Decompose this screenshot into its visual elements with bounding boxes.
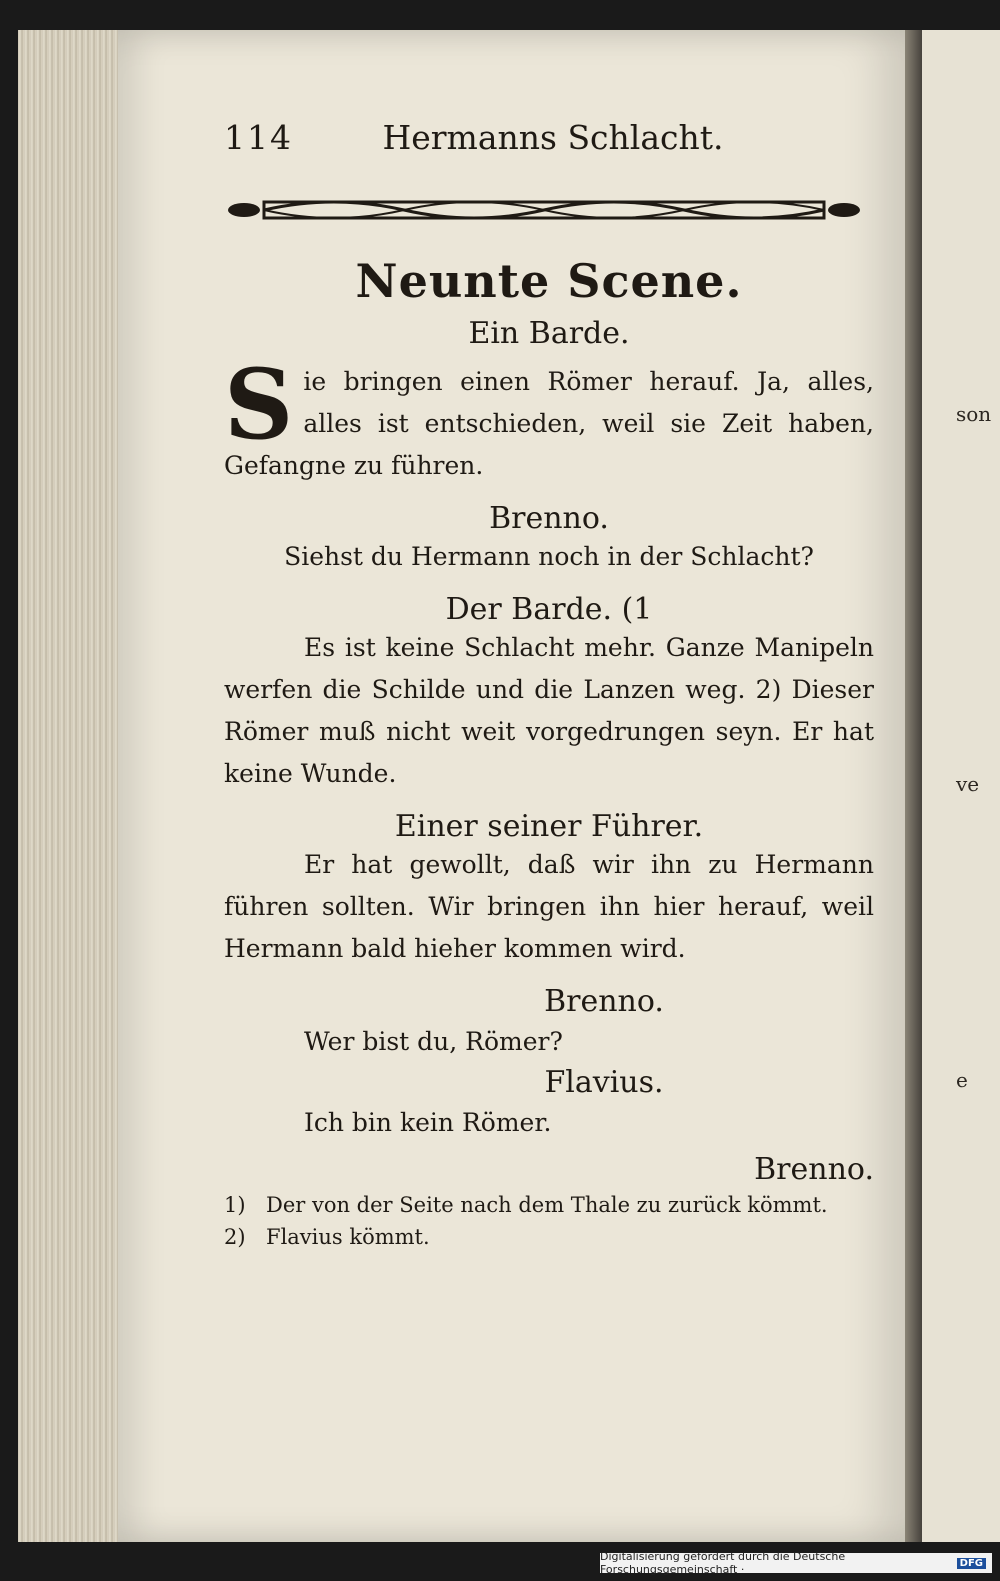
page-content: [224, 118, 874, 1253]
funding-text: Digitalisierung gefördert durch die Deutsche Forschungsgemeinschaft ·: [600, 1550, 846, 1576]
adjacent-page-fragment: e: [956, 1068, 968, 1092]
book-page-edges: [18, 30, 122, 1542]
footnote-number: 2): [224, 1225, 246, 1249]
running-header: [224, 118, 874, 170]
dfg-logo: DFG: [957, 1558, 986, 1569]
dialogue-paragraph: [224, 348, 874, 487]
speaker-name: Brenno.: [489, 501, 609, 536]
page-number: 114: [224, 118, 293, 157]
dialogue-line: Ich bin kein Römer.: [304, 1108, 552, 1137]
funding-footer: [600, 1550, 992, 1576]
speaker-name: Brenno.: [544, 984, 664, 1019]
catchword: Brenno.: [754, 1152, 874, 1187]
dialogue-line: Wer bist du, Römer?: [304, 1027, 563, 1056]
dialogue-paragraph: Er hat gewollt, daß wir ihn zu Hermann führen sollten. Wir bringen ihn hier herauf, weil Hermann bald hieher kommen wird.: [224, 850, 874, 963]
dialogue-line: Siehst du Hermann noch in der Schlacht?: [284, 542, 814, 571]
footnote-text: Der von der Seite nach dem Thale zu zurück kömmt.: [266, 1193, 828, 1217]
footnote: [224, 1221, 874, 1253]
running-title: Hermanns Schlacht.: [382, 118, 724, 157]
ornament-divider-icon: [224, 192, 864, 228]
footnote: [224, 1189, 874, 1221]
adjacent-page-fragment: son: [956, 402, 992, 426]
speaker-name: Flavius.: [544, 1065, 664, 1100]
scene-title: Neunte Scene.: [355, 254, 743, 308]
speaker-name: Einer seiner Führer.: [394, 809, 704, 844]
speaker-name: Ein Barde.: [468, 316, 630, 351]
dialogue-text: ie bringen einen Römer herauf. Ja, alles, alles ist entschieden, weil sie Zeit haben, Gefangne zu führen.: [224, 367, 874, 480]
drop-cap: S: [224, 348, 294, 461]
speaker-name: Der Barde. (1: [445, 592, 653, 627]
adjacent-page-fragment: ve: [956, 772, 980, 796]
footnote-text: Flavius kömmt.: [266, 1225, 430, 1249]
adjacent-page: [922, 30, 1000, 1542]
footnote-number: 1): [224, 1193, 246, 1217]
footnotes: [224, 1189, 874, 1253]
dialogue-paragraph: Es ist keine Schlacht mehr. Ganze Manipeln werfen die Schilde und die Lanzen weg. 2) Dieser Römer muß nicht weit vorgedrungen seyn. Er hat keine Wunde.: [224, 633, 874, 788]
